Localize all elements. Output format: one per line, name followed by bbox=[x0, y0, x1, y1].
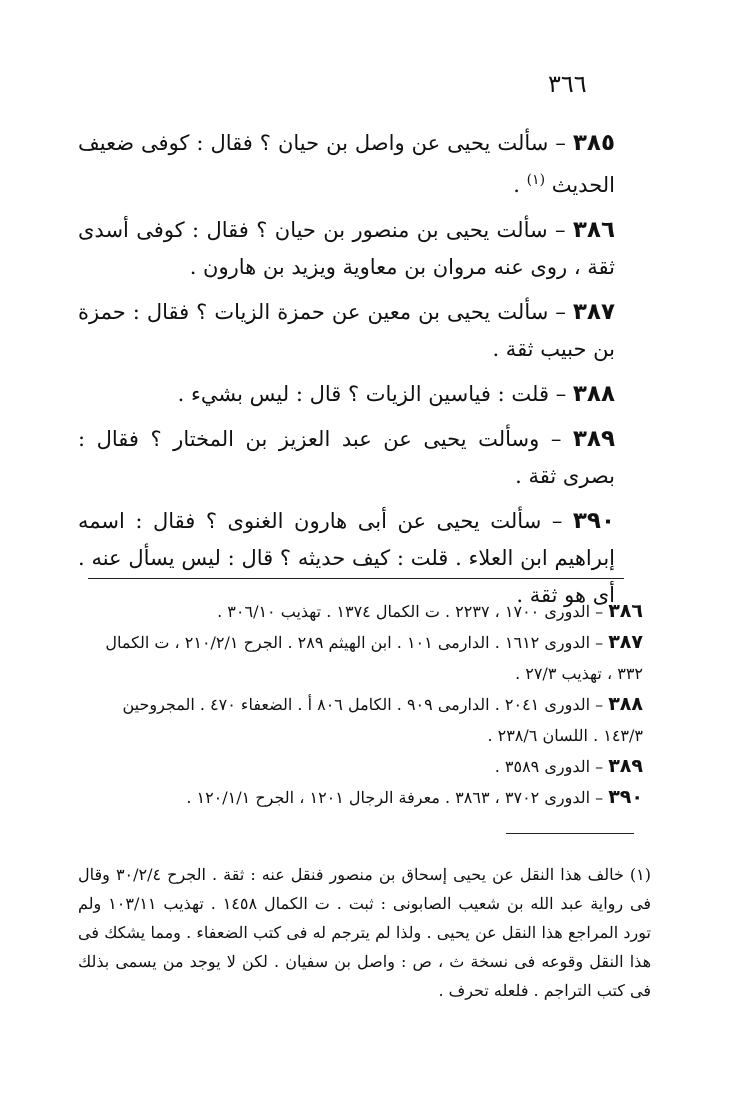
dash: – bbox=[539, 427, 573, 451]
entry-number: ٣٨٨ bbox=[572, 381, 615, 407]
footnote-marker: (١) bbox=[526, 172, 546, 188]
reference-number: ٣٨٧ bbox=[608, 631, 643, 653]
footnote-marker: (١) bbox=[629, 865, 651, 884]
entry-389 bbox=[78, 421, 669, 495]
entry-385 bbox=[78, 125, 669, 204]
reference-number: ٣٨٩ bbox=[608, 755, 643, 777]
entry-number: ٣٨٥ bbox=[572, 130, 615, 156]
entry-text: سألت يحيى عن واصل بن حيان ؟ فقال : كوفى ضعيف الحديث bbox=[78, 131, 615, 197]
entry-number: ٣٨٩ bbox=[572, 426, 615, 452]
entry-text: قلت : فياسين الزيات ؟ قال : ليس بشيء . bbox=[177, 382, 550, 406]
references-divider bbox=[88, 578, 624, 579]
entry-text: سألت يحيى عن أبى هارون الغنوى ؟ فقال : اسمه إبراهيم ابن العلاء . قلت : كيف حديثه ؟ قال : ليس يسأل عنه . أى هو ثقة . bbox=[78, 509, 615, 607]
footnote bbox=[78, 860, 669, 1005]
dash: – bbox=[590, 757, 609, 776]
references bbox=[78, 596, 669, 813]
reference-text: الدورى ٣٧٠٢ ، ٣٨٦٣ . معرفة الرجال ١٢٠١ ، الجرح ١٢٠/١/١ . bbox=[186, 788, 591, 807]
entry-text: وسألت يحيى عن عبد العزيز بن المختار ؟ فقال : بصرى ثقة . bbox=[78, 427, 615, 488]
entry-number: ٣٩٠ bbox=[572, 508, 615, 534]
dash: – bbox=[590, 602, 609, 621]
reference-text: الدورى ٢٠٤١ . الدارمى ٩٠٩ . الكامل ٨٠٦ أ . الضعفاء ٤٧٠ . المجروحين ١٤٣/٣ . اللسان ٢٣٨/٦ . bbox=[122, 695, 643, 745]
reference-389 bbox=[78, 751, 669, 782]
entry-text: سألت يحيى بن معين عن حمزة الزيات ؟ فقال : حمزة بن حبيب ثقة . bbox=[78, 300, 615, 361]
dash: – bbox=[548, 131, 573, 155]
dash: – bbox=[590, 788, 609, 807]
entry-388 bbox=[78, 376, 669, 413]
entry-387 bbox=[78, 294, 669, 368]
reference-388 bbox=[78, 689, 669, 751]
entry-386 bbox=[78, 212, 669, 286]
page-number: ٣٦٦ bbox=[548, 70, 587, 98]
reference-number: ٣٨٦ bbox=[608, 600, 643, 622]
reference-text: الدورى ١٧٠٠ ، ٢٢٣٧ . ت الكمال ١٣٧٤ . تهذيب ٣٠٦/١٠ . bbox=[217, 602, 591, 621]
footnote-divider bbox=[506, 833, 634, 834]
reference-387 bbox=[78, 627, 669, 689]
dash: – bbox=[590, 633, 609, 652]
entry-number: ٣٨٧ bbox=[572, 299, 615, 325]
reference-390 bbox=[78, 782, 669, 813]
entry-tail: . bbox=[513, 173, 527, 197]
reference-number: ٣٩٠ bbox=[608, 786, 643, 808]
dash: – bbox=[547, 218, 573, 242]
dash: – bbox=[548, 300, 573, 324]
main-text bbox=[78, 125, 669, 622]
footnote-text: خالف هذا النقل عن يحيى إسحاق بن منصور فنقل عنه : ثقة . الجرح ٣٠/٢/٤ وقال فى رواية عبد الله بن شعيب الصابونى : ثبت . ت الكمال ١٤٥٨ . تهذيب ١٠٣/١١ ولم تورد المراجع هذا النقل عن يحيى . ولذا لم يترجم له فى كتب الضعفاء . ومما يشكك فى هذا النقل وقوعه فى نسخة ث ، ص : واصل بن سفيان . لكن لا يوجد من يسمى بذلك فى كتب التراجم . فلعله تحرف . bbox=[78, 865, 652, 1000]
entry-number: ٣٨٦ bbox=[572, 217, 615, 243]
reference-text: الدورى ٣٥٨٩ . bbox=[494, 757, 591, 776]
reference-number: ٣٨٨ bbox=[608, 693, 643, 715]
reference-386 bbox=[78, 596, 669, 627]
dash: – bbox=[549, 382, 573, 406]
dash: – bbox=[541, 509, 573, 533]
dash: – bbox=[590, 695, 609, 714]
entry-text: سألت يحيى بن منصور بن حيان ؟ فقال : كوفى أسدى ثقة ، روى عنه مروان بن معاوية ويزيد بن هارون . bbox=[78, 218, 615, 279]
reference-text: الدورى ١٦١٢ . الدارمى ١٠١ . ابن الهيثم ٢٨٩ . الجرح ٢١٠/٢/١ ، ت الكمال ٣٣٢ ، تهذيب ٢٧/٣ . bbox=[105, 633, 643, 683]
